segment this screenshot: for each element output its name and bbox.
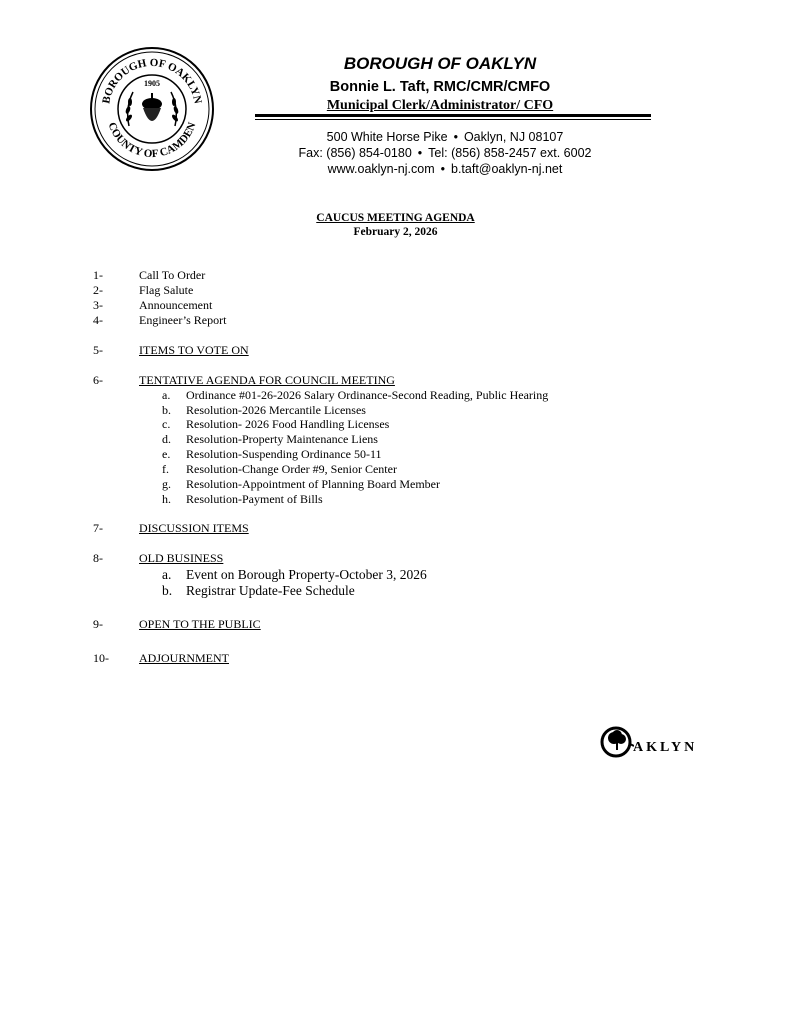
website-link[interactable]: www.oaklyn-nj.com: [327, 162, 435, 176]
sub-text: Resolution-Property Maintenance Liens: [186, 432, 378, 446]
item-text: OPEN TO THE PUBLIC: [139, 617, 261, 631]
sub-letter: g.: [162, 477, 171, 491]
logo-wordmark: AKLYN: [633, 740, 698, 755]
item-text: ITEMS TO VOTE ON: [139, 343, 249, 357]
sub-letter: h.: [162, 492, 171, 506]
letterhead: [255, 54, 625, 114]
sub-letter: a.: [162, 388, 171, 402]
agenda-date: February 2, 2026: [353, 226, 438, 238]
borough-seal: [89, 46, 215, 172]
item-number: 9-: [93, 617, 103, 631]
sub-text: Event on Borough Property-October 3, 2026: [186, 567, 427, 582]
item-number: 8-: [93, 551, 103, 565]
city: Oaklyn, NJ 08107: [463, 130, 564, 144]
clerk-title: Municipal Clerk/Administrator/ CFO: [326, 98, 554, 113]
seal-year: 1905: [144, 79, 160, 88]
item-text: Announcement: [139, 298, 213, 312]
sub-letter: a.: [162, 567, 172, 582]
sub-text: Resolution- 2026 Food Handling Licenses: [186, 417, 390, 431]
oaklyn-logo-icon: [600, 726, 634, 758]
item-text: DISCUSSION ITEMS: [139, 521, 249, 535]
item-number: 7-: [93, 521, 103, 535]
item-text: Call To Order: [139, 268, 206, 282]
sub-letter: b.: [162, 583, 173, 598]
clerk-name: Bonnie L. Taft, RMC/CMR/CMFO: [329, 79, 551, 95]
sub-letter: e.: [162, 447, 171, 461]
item-number: 6-: [93, 373, 103, 387]
sub-letter: f.: [162, 462, 169, 476]
sub-letter: d.: [162, 432, 171, 446]
fax: Fax: (856) 854-0180: [298, 146, 412, 160]
tel: Tel: (856) 858-2457 ext. 6002: [428, 146, 592, 160]
item-number: 2-: [93, 283, 103, 297]
sub-text: Ordinance #01-26-2026 Salary Ordinance-Second Reading, Public Hearing: [186, 388, 549, 402]
sub-text: Resolution-Payment of Bills: [186, 492, 323, 506]
acorn-icon: [142, 93, 162, 121]
sub-text: Registrar Update-Fee Schedule: [186, 583, 355, 598]
item-text: ADJOURNMENT: [139, 651, 229, 665]
bullet: •: [453, 130, 458, 144]
item-number: 1-: [93, 268, 103, 282]
borough-name: BOROUGH OF OAKLYN: [343, 54, 537, 73]
agenda-title: CAUCUS MEETING AGENDA: [316, 212, 475, 224]
item-text: Flag Salute: [139, 283, 194, 297]
item-number: 5-: [93, 343, 103, 357]
sub-letter: b.: [162, 403, 171, 417]
sub-text: Resolution-Change Order #9, Senior Center: [186, 462, 397, 476]
sub-text: Resolution-Appointment of Planning Board Member: [186, 477, 440, 491]
bullet: •: [440, 162, 445, 176]
item-text: OLD BUSINESS: [139, 551, 224, 565]
contact-info: [255, 129, 635, 177]
svg-text:COUNTY OF CAMDEN: [106, 121, 199, 161]
item-text: TENTATIVE AGENDA FOR COUNCIL MEETING: [139, 373, 395, 387]
header-rule-thick: [255, 114, 651, 117]
seal-bottom-text: COUNTY OF CAMDEN: [105, 120, 199, 161]
item-number: 3-: [93, 298, 103, 312]
bullet: •: [417, 146, 423, 160]
email-link[interactable]: b.taft@oaklyn-nj.net: [451, 162, 563, 176]
item-text: Engineer’s Report: [139, 313, 227, 327]
address: 500 White Horse Pike: [326, 130, 448, 144]
item-number: 4-: [93, 313, 103, 327]
header-rule-thin: [255, 119, 651, 120]
item-number: 10-: [93, 651, 109, 665]
seal-top-text: BOROUGH OF OAKLYN: [100, 56, 204, 105]
sub-letter: c.: [162, 417, 171, 431]
sub-text: Resolution-Suspending Ordinance 50-11: [186, 447, 382, 461]
sub-text: Resolution-2026 Mercantile Licenses: [186, 403, 366, 417]
